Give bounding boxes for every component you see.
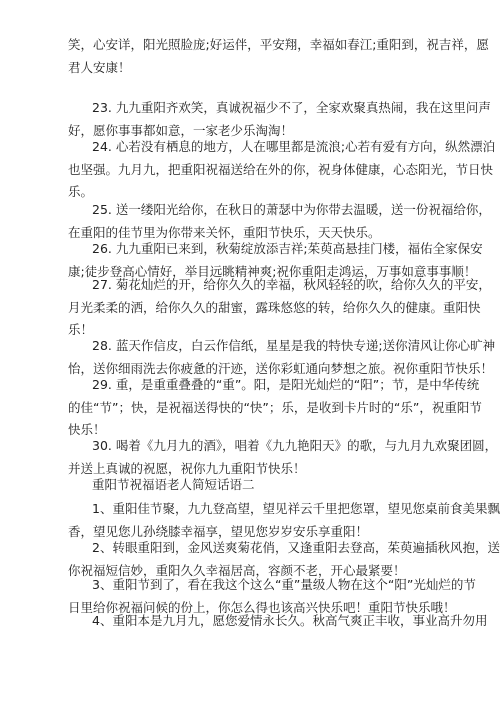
text-line: 26. 九九重阳已来到，秋菊绽放添吉祥;茱萸高悬挂门楼，福佑全家保安: [92, 241, 483, 256]
text-line: 27. 菊花灿烂的开，给你久久的幸福，秋风轻轻的吹，给你久久的平安，: [92, 277, 491, 292]
text-line: 君人安康！: [68, 59, 131, 75]
text-line: 25. 送一缕阳光给你，在秋日的萧瑟中为你带去温暖，送一份祝福给你，: [92, 202, 491, 217]
text-line: 康;徒步登高心情好，举目远眺精神爽;祝你重阳走鸿运，万事如意事事顺！: [68, 263, 477, 279]
paragraph-item-4: [68, 610, 488, 633]
text-line: 1、重阳佳节聚，九九登高望，望见祥云千里把您罩，望见您桌前食美果飘: [92, 501, 500, 516]
paragraph-24: [68, 136, 496, 204]
text-line: 快乐！: [68, 422, 106, 437]
section-heading: 重阳节祝福语老人简短话语二: [92, 477, 255, 492]
text-line: 的佳“节”；快，是祝福送得快的“快”；乐，是收到卡片时的“乐”，祝重阳节: [68, 399, 482, 415]
text-line: 你祝福短信妙，重阳久久幸福居高，容颜不老，开心最紧要！: [68, 562, 406, 578]
text-line: 怡，送你细雨洗去你疲惫的汗迹，送你彩虹通向梦想之旅。祝你重阳节快乐！: [68, 360, 494, 376]
text-line: 4、重阳本是九月九，愿您爱情永长久。秋高气爽正丰收，事业高升勿用: [92, 613, 488, 628]
text-line: 并送上真诚的祝愿，祝你九九重阳节快乐！: [68, 460, 306, 476]
paragraph-27: [68, 274, 491, 342]
text-line: 3、重阳节到了，看在我这个这么“重”量级人物在这个“阳”光灿烂的节: [92, 577, 476, 592]
text-line: 日里给你祝福问候的份上，你怎么得也该高兴快乐吧！重阳节快乐哦！: [68, 599, 456, 615]
text-line: 2、转眼重阳到，金风送爽菊花俏，又逢重阳去登高，茱萸遍插秋风抱，送: [92, 540, 500, 555]
text-line: 在重阳的佳节里为你带来关怀，重阳节快乐，天天快乐。: [68, 224, 381, 240]
text-line: 乐。: [68, 184, 94, 199]
text-line: 月光柔柔的洒，给你久久的甜蜜，露珠悠悠的转，给你久久的健康。重阳快: [68, 299, 481, 315]
text-line: 30. 喝着《九月九的酒》，唱着《九九艳阳天》的歌，与九月九欢聚团圆，: [92, 438, 498, 453]
text-line: 24. 心若没有栖息的地方，人在哪里都是流浪;心若有爱有方向，纵然漂泊: [92, 139, 496, 154]
paragraph-29: [68, 374, 482, 442]
text-line: 好，愿你事事都如意，一家老少乐淘淘！: [68, 122, 294, 138]
text-line: 29. 重，是重重叠叠的“重”。阳，是阳光灿烂的“阳”；节，是中华传统: [92, 377, 480, 392]
text-line: 香，望见您儿孙绕膝幸福享，望见您岁岁安乐享重阳！: [68, 523, 369, 539]
text-line: 乐！: [68, 322, 94, 337]
text-line: 也坚强。九月九，把重阳祝福送给在外的你，祝身体健康，心态阳光，节日快: [68, 161, 494, 177]
text-line: 23. 九九重阳齐欢笑，真诚祝福少不了，全家欢聚真热闹，我在这里问声: [92, 100, 491, 115]
text-line: 28. 蓝天作信皮，白云作信纸，星星是我的特快专递;送你清风让你心旷神: [92, 338, 496, 353]
text-line: 笑，心安详，阳光照脸庞;好运伴，平安翔，幸福如春江;重阳到，祝吉祥，愿: [68, 37, 489, 52]
paragraph-continued: [68, 34, 489, 79]
